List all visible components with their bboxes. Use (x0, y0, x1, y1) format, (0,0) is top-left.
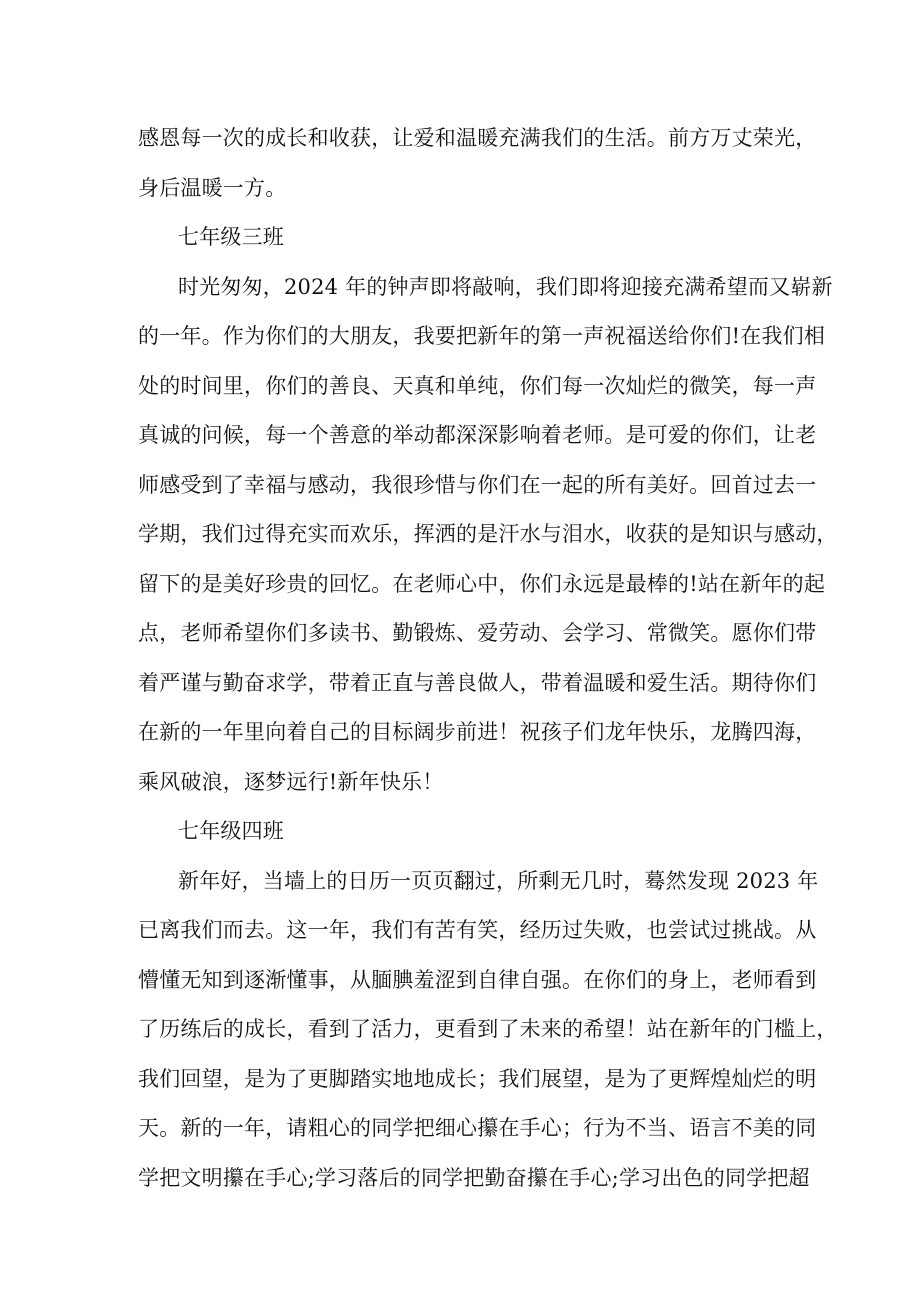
section-heading-class-3: 七年级三班 (178, 225, 284, 249)
text-line: 感恩每一次的成长和收获，让爱和温暖充满我们的生活。前方万丈荣光， (138, 126, 817, 150)
text-line: 乘风破浪，逐梦远行!新年快乐！ (138, 769, 444, 794)
text-line: 了历练后的成长，看到了活力，更看到了未来的希望！站在新年的门槛上， (138, 1017, 838, 1041)
text-line: 处的时间里，你们的善良、天真和单纯，你们每一次灿烂的微笑，每一声 (138, 373, 817, 398)
document-page (138, 114, 838, 1203)
text-line: 着严谨与勤奋求学，带着正直与善良做人，带着温暖和爱生活。期待你们 (138, 670, 817, 695)
text-line: 已离我们而去。这一年，我们有苦有笑，经历过失败，也尝试过挑战。从 (138, 918, 817, 942)
section-heading-class-4: 七年级四班 (178, 819, 284, 843)
paragraph-first-line: 新年好，当墙上的日历一页页翻过，所剩无几时，蓦然发现 2023 年 (178, 868, 819, 893)
text-line: 真诚的问候，每一个善意的举动都深深影响着老师。是可爱的你们，让老 (138, 423, 817, 447)
text-line: 我们回望，是为了更脚踏实地地成长；我们展望，是为了更辉煌灿烂的明 (138, 1066, 817, 1091)
text-line: 学把文明攥在手心;学习落后的同学把勤奋攥在手心;学习出色的同学把超 (138, 1165, 810, 1190)
text-line: 的一年。作为你们的大朋友，我要把新年的第一声祝福送给你们!在我们相 (138, 324, 826, 348)
text-line: 师感受到了幸福与感动，我很珍惜与你们在一起的所有美好。回首过去一 (138, 472, 817, 497)
paragraph-first-line: 时光匆匆，2024 年的钟声即将敲响，我们即将迎接充满希望而又崭新 (178, 274, 833, 299)
text-line: 懵懂无知到逐渐懂事，从腼腆羞涩到自律自强。在你们的身上，老师看到 (138, 967, 817, 992)
text-line: 留下的是美好珍贵的回忆。在老师心中，你们永远是最棒的!站在新年的起 (138, 571, 826, 596)
text-line: 天。新的一年，请粗心的同学把细心攥在手心；行为不当、语言不美的同 (138, 1116, 817, 1140)
text-line: 学期，我们过得充实而欢乐，挥洒的是汗水与泪水，收获的是知识与感动， (138, 522, 838, 546)
text-line: 身后温暖一方。 (138, 175, 287, 200)
text-line: 点，老师希望你们多读书、勤锻炼、爱劳动、会学习、常微笑。愿你们带 (138, 621, 817, 645)
text-line: 在新的一年里向着自己的目标阔步前进！祝孩子们龙年快乐，龙腾四海， (138, 720, 817, 744)
